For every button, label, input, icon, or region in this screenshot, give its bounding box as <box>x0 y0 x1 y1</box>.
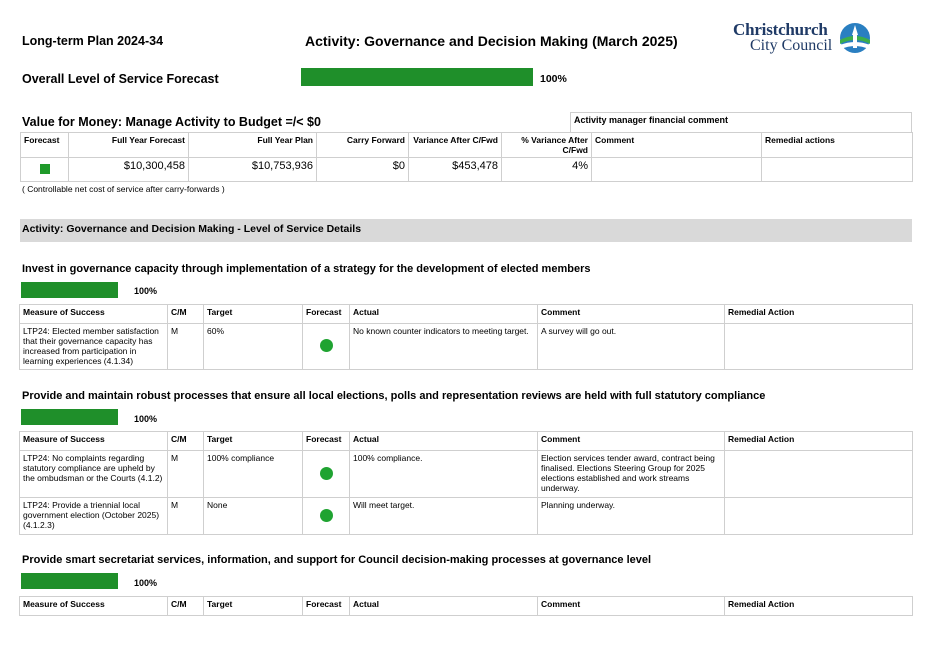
section-2-percent: 100% <box>134 414 158 424</box>
col-cm: C/M <box>168 432 204 451</box>
manager-comment-header: Activity manager financial comment <box>571 113 912 133</box>
col-target: Target <box>204 432 303 451</box>
col-forecast: Forecast <box>303 597 350 616</box>
section-1-title: Invest in governance capacity through implementation of a strategy for the development of elected members <box>22 263 591 275</box>
actual-cell: No known counter indicators to meeting target. <box>350 324 538 370</box>
section-3-table <box>19 596 913 616</box>
finance-title: Value for Money: Manage Activity to Budget =/< $0 <box>22 115 321 129</box>
full-year-forecast-value: $10,300,458 <box>69 158 189 182</box>
overall-progress-fill <box>301 68 533 86</box>
finance-col-full-year-forecast: Full Year Forecast <box>69 133 189 158</box>
section-2-title: Provide and maintain robust processes that ensure all local elections, polls and representation reviews are held with full statutory compliance <box>22 390 766 402</box>
section-1-percent: 100% <box>134 286 158 296</box>
section-1-progress-bar <box>21 282 118 298</box>
forecast-on-track-icon <box>320 339 333 352</box>
col-actual: Actual <box>350 305 538 324</box>
section-3-progress-fill <box>21 573 118 589</box>
col-comment: Comment <box>538 305 725 324</box>
table-row <box>20 324 913 370</box>
section-3-progress-bar <box>21 573 118 589</box>
section-3-percent: 100% <box>134 578 158 588</box>
col-forecast: Forecast <box>303 305 350 324</box>
finance-col-carry-forward: Carry Forward <box>317 133 409 158</box>
details-band <box>20 219 912 242</box>
col-measure: Measure of Success <box>20 432 168 451</box>
col-cm: C/M <box>168 597 204 616</box>
forecast-on-track-icon <box>320 509 333 522</box>
table-row <box>20 451 913 498</box>
variance-value: $453,478 <box>409 158 502 182</box>
target-cell: 100% compliance <box>204 451 303 498</box>
remedial-cell <box>725 498 913 535</box>
measure-cell: LTP24: Elected member satisfaction that their governance capacity has increased from participation in learning experiences (4.1.34) <box>20 324 168 370</box>
col-target: Target <box>204 597 303 616</box>
col-remedial: Remedial Action <box>725 305 913 324</box>
col-forecast: Forecast <box>303 432 350 451</box>
col-comment: Comment <box>538 597 725 616</box>
section-1-progress-fill <box>21 282 118 298</box>
finance-col-forecast: Forecast <box>21 133 69 158</box>
details-band-title: Activity: Governance and Decision Making - Level of Service Details <box>22 223 362 235</box>
comment-cell: Planning underway. <box>538 498 725 535</box>
target-cell: 60% <box>204 324 303 370</box>
plan-title: Long-term Plan 2024-34 <box>22 34 164 48</box>
finance-note: ( Controllable net cost of service after carry-forwards ) <box>22 184 225 194</box>
col-actual: Actual <box>350 432 538 451</box>
council-logo <box>733 20 878 60</box>
section-1-table <box>19 304 913 370</box>
actual-cell: 100% compliance. <box>350 451 538 498</box>
remedial-cell <box>725 324 913 370</box>
finance-col-pct-variance: % Variance After C/Fwd <box>502 133 592 158</box>
cm-cell: M <box>168 498 204 535</box>
remedial-cell <box>725 451 913 498</box>
col-remedial: Remedial Action <box>725 432 913 451</box>
manager-comment-header-table <box>570 112 912 133</box>
actual-cell: Will meet target. <box>350 498 538 535</box>
col-actual: Actual <box>350 597 538 616</box>
cm-cell: M <box>168 451 204 498</box>
col-measure: Measure of Success <box>20 597 168 616</box>
section-3-title: Provide smart secretariat services, information, and support for Council decision-making processes at governance level <box>22 554 652 566</box>
measure-cell: LTP24: Provide a triennial local government election (October 2025) (4.1.2.3) <box>20 498 168 535</box>
comment-cell: Election services tender award, contract being finalised. Elections Steering Group for 2025 elections established and work streams underway. <box>538 451 725 498</box>
cathedral-logo-icon <box>838 22 872 54</box>
overall-progress-bar <box>301 68 533 86</box>
forecast-cell <box>303 498 350 535</box>
cm-cell: M <box>168 324 204 370</box>
finance-col-variance: Variance After C/Fwd <box>409 133 502 158</box>
overall-label: Overall Level of Service Forecast <box>22 72 219 86</box>
carry-forward-value: $0 <box>317 158 409 182</box>
col-cm: C/M <box>168 305 204 324</box>
full-year-plan-value: $10,753,936 <box>189 158 317 182</box>
finance-comment-value <box>592 158 762 182</box>
comment-cell: A survey will go out. <box>538 324 725 370</box>
col-measure: Measure of Success <box>20 305 168 324</box>
target-cell: None <box>204 498 303 535</box>
table-row <box>20 498 913 535</box>
activity-title: Activity: Governance and Decision Making (March 2025) <box>305 33 678 49</box>
pct-variance-value: 4% <box>502 158 592 182</box>
finance-col-remedial: Remedial actions <box>762 133 913 158</box>
measure-cell: LTP24: No complaints regarding statutory compliance are upheld by the ombudsman or the Courts (4.1.2) <box>20 451 168 498</box>
finance-remedial-value <box>762 158 913 182</box>
finance-col-comment: Comment <box>592 133 762 158</box>
section-2-progress-bar <box>21 409 118 425</box>
forecast-on-track-icon <box>320 467 333 480</box>
forecast-cell <box>303 451 350 498</box>
logo-line2: City Council <box>750 37 833 54</box>
logo-line1: Christchurch <box>733 20 828 39</box>
finance-table <box>20 132 913 182</box>
col-comment: Comment <box>538 432 725 451</box>
section-2-progress-fill <box>21 409 118 425</box>
finance-col-full-year-plan: Full Year Plan <box>189 133 317 158</box>
col-remedial: Remedial Action <box>725 597 913 616</box>
forecast-cell <box>303 324 350 370</box>
section-2-table <box>19 431 913 535</box>
col-target: Target <box>204 305 303 324</box>
overall-percent: 100% <box>540 73 567 85</box>
forecast-status-square-icon <box>40 164 50 174</box>
finance-forecast-cell <box>21 158 69 182</box>
